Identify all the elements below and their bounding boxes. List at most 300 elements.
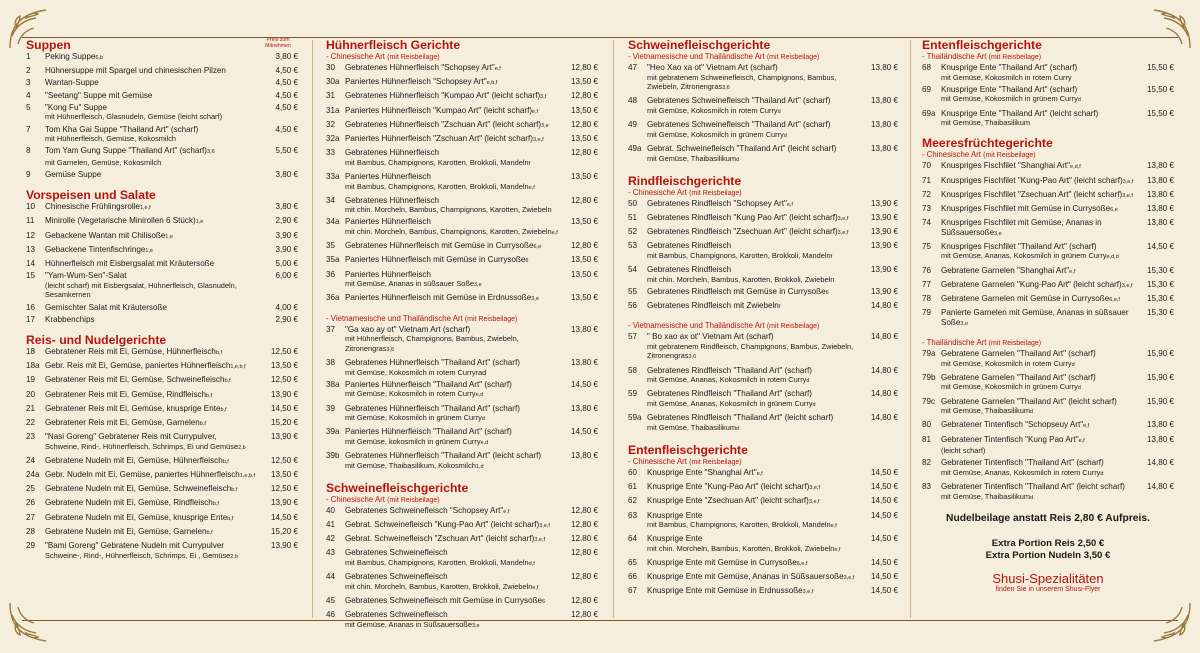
item-description bbox=[345, 255, 568, 267]
item-name: Panierte Garnelen mit Gemüse, Ananas in süßsauer Soße bbox=[941, 308, 1129, 327]
item-description bbox=[647, 586, 868, 598]
item-description bbox=[647, 482, 868, 494]
item-name: Gebratenes Hühnerfleisch "Thailand Art" (leicht scharf) bbox=[345, 451, 542, 461]
menu-item bbox=[922, 294, 1174, 306]
item-description bbox=[45, 91, 268, 101]
menu-item bbox=[326, 610, 598, 631]
item-details-text: mit Bambus, Champignons, Karotten, Brokkoli, Mandeln bbox=[345, 558, 529, 568]
item-number: 45 bbox=[326, 596, 336, 605]
item-description bbox=[345, 196, 568, 215]
item-description bbox=[45, 103, 268, 122]
subtitle-side-note: (mit Reisbeilage) bbox=[983, 152, 1036, 160]
menu-item bbox=[26, 404, 298, 416]
item-name: Gebratener Reis mit Ei, Gemüse, Hühnerfleisch bbox=[45, 346, 216, 356]
menu-item bbox=[326, 506, 598, 518]
menu-item bbox=[628, 213, 898, 225]
item-name: Gebratene Nudeln mit Ei, Gemüse, Rindfleisch bbox=[45, 498, 213, 508]
item-price: 2,90 € bbox=[275, 314, 298, 324]
item-number: 29 bbox=[26, 541, 36, 550]
item-price: 15,50 € bbox=[1146, 63, 1174, 72]
menu-item bbox=[26, 170, 298, 180]
item-price: 3,80 € bbox=[275, 202, 298, 212]
item-number: 24 bbox=[26, 455, 36, 465]
item-name: Paniertes Hühnerfleisch bbox=[345, 269, 431, 279]
allergen-marks: e,d bbox=[475, 392, 484, 399]
allergen-marks: e,d,d bbox=[1106, 254, 1119, 261]
item-number: 70 bbox=[922, 161, 932, 171]
section-title: Rindfleischgerichte bbox=[628, 173, 742, 188]
allergen-marks: d bbox=[481, 416, 485, 423]
item-details bbox=[647, 342, 865, 363]
menu-item bbox=[26, 418, 298, 430]
item-description bbox=[941, 176, 1144, 188]
allergen-marks: e,d bbox=[480, 439, 489, 446]
item-name: Gebratenes Rindfleisch bbox=[647, 241, 732, 251]
item-description bbox=[345, 148, 568, 169]
item-number: 26 bbox=[26, 498, 36, 508]
menu-item bbox=[922, 63, 1174, 82]
item-description bbox=[345, 63, 568, 75]
item-description bbox=[647, 144, 868, 165]
item-number: 55 bbox=[628, 286, 638, 296]
menu-item bbox=[326, 196, 598, 215]
item-name: Gebratener Tintenfisch "Kung Pao Art" bbox=[941, 434, 1079, 444]
item-price: 13,90 € bbox=[270, 389, 298, 399]
item-description bbox=[941, 349, 1144, 370]
item-price: 4,50 € bbox=[275, 66, 298, 76]
item-price: 13,90 € bbox=[270, 432, 298, 442]
item-description bbox=[345, 106, 568, 118]
allergen-marks: d,f bbox=[528, 561, 535, 568]
menu-item bbox=[922, 420, 1174, 432]
item-description bbox=[647, 366, 868, 387]
column-divider bbox=[312, 40, 313, 618]
item-details bbox=[345, 437, 565, 449]
item-price: 14,50 € bbox=[870, 534, 898, 544]
section-header bbox=[26, 38, 298, 52]
section-header bbox=[628, 443, 898, 457]
item-name: Gebackene Tintenfischringe bbox=[45, 244, 146, 254]
item-name: Gebratene Garnelen "Thailand Art" (scharf) bbox=[941, 349, 1096, 358]
item-number: 22 bbox=[26, 417, 36, 427]
item-details bbox=[45, 112, 265, 122]
section-header bbox=[628, 174, 898, 188]
menu-item bbox=[26, 103, 298, 122]
item-name: Paniertes Hühnerfleisch bbox=[345, 171, 431, 181]
item-price: 15,30 € bbox=[1146, 294, 1174, 304]
item-details-text: mit Gemüse, Kokosmilch in grünem Curry bbox=[345, 413, 482, 423]
item-description bbox=[647, 496, 868, 508]
item-description bbox=[647, 468, 868, 480]
item-price: 13,80 € bbox=[1146, 420, 1174, 430]
item-description bbox=[45, 375, 268, 387]
allergen-marks: 1,e bbox=[165, 233, 173, 240]
item-name: Gebratener Reis mit Ei, Gemüse, Rindfleisch bbox=[45, 389, 207, 399]
item-description bbox=[941, 458, 1144, 479]
item-description bbox=[647, 213, 868, 225]
item-price: 15,50 € bbox=[1146, 84, 1174, 94]
menu-item bbox=[628, 332, 898, 363]
item-description bbox=[345, 270, 568, 291]
menu-column bbox=[326, 38, 598, 629]
section-header bbox=[628, 38, 898, 52]
item-price: 14,50 € bbox=[870, 558, 898, 568]
menu-item bbox=[26, 513, 298, 525]
item-description bbox=[345, 134, 568, 146]
subtitle-style: - Chinesische Art bbox=[922, 150, 981, 160]
menu-item bbox=[26, 271, 298, 300]
item-description bbox=[345, 293, 568, 305]
item-details-text: mit Gemüse, Ananas in Süßsauersoße bbox=[345, 619, 472, 629]
menu-item bbox=[326, 120, 598, 132]
item-price: 13,90 € bbox=[870, 241, 898, 251]
item-description bbox=[45, 52, 268, 64]
item-price: 4,50 € bbox=[275, 102, 298, 112]
item-number: 2 bbox=[26, 66, 31, 76]
allergen-marks: 3,6 bbox=[386, 346, 395, 353]
item-name: Gebratenes Hühnerfleisch bbox=[345, 148, 440, 158]
item-price: 14,80 € bbox=[870, 413, 898, 423]
item-number: 21 bbox=[26, 403, 36, 413]
item-price: 13,80 € bbox=[870, 120, 898, 130]
item-number: 66 bbox=[628, 572, 638, 582]
item-details-text: mit Gemüse, Thaibasilikum bbox=[941, 491, 1030, 501]
item-description bbox=[941, 280, 1144, 292]
item-number: 37 bbox=[326, 324, 336, 334]
item-name: Gebratene Garnelen "Thailand Art" (leicht scharf) bbox=[941, 396, 1117, 406]
item-details bbox=[345, 389, 565, 401]
item-name: Knusprige Ente mit Gemüse in Currysoße bbox=[647, 558, 797, 568]
item-details-text: mit chin. Morcheln, Bambus, Champignons, Karotten, Zwiebeln bbox=[345, 227, 552, 237]
item-number: 10 bbox=[26, 202, 36, 212]
menu-item bbox=[326, 427, 598, 448]
item-description bbox=[45, 78, 268, 88]
allergen-marks: 1,d bbox=[475, 463, 484, 470]
item-number: 56 bbox=[628, 301, 638, 311]
item-description bbox=[941, 373, 1144, 394]
allergen-marks: 6,b bbox=[95, 55, 104, 61]
item-details bbox=[941, 118, 1141, 128]
allergen-marks: 3,e,f bbox=[539, 523, 550, 530]
subtitle-style: - Vietnamesische und Thailändische Art bbox=[628, 52, 765, 61]
item-name: Knuspriges Fischfilet "Zsechuan Art" (leicht scharf) bbox=[941, 189, 1123, 199]
item-name: Knusprige Ente "Shanghai Art" bbox=[647, 467, 757, 477]
item-details bbox=[647, 275, 865, 285]
item-description bbox=[941, 308, 1144, 329]
item-details bbox=[647, 544, 865, 556]
allergen-marks: 3,e,f bbox=[1121, 282, 1133, 289]
allergen-marks: d bbox=[736, 156, 740, 163]
allergen-marks: b,f bbox=[199, 420, 206, 427]
item-name: Gebrat. Schweinefleisch "Kung-Pao Art" (leicht scharf) bbox=[345, 520, 540, 530]
column-divider bbox=[613, 40, 614, 618]
item-price: 13,80 € bbox=[570, 451, 598, 461]
item-price: 12,80 € bbox=[570, 596, 598, 605]
item-price: 14,80 € bbox=[870, 332, 898, 342]
allergen-marks: 3,e bbox=[541, 122, 549, 129]
item-price: 13,50 € bbox=[570, 217, 598, 227]
item-number: 30 bbox=[326, 63, 336, 72]
menu-item bbox=[922, 373, 1174, 394]
item-description bbox=[345, 451, 568, 472]
shusi-title: Shusi-Spezialitäten bbox=[992, 571, 1104, 587]
allergen-marks: d bbox=[1030, 494, 1034, 501]
item-number: 23 bbox=[26, 432, 36, 442]
item-price: 13,80 € bbox=[870, 96, 898, 106]
allergen-marks: 1,e bbox=[145, 247, 153, 254]
item-price: 13,50 € bbox=[570, 133, 598, 143]
item-price: 13,90 € bbox=[870, 198, 898, 208]
menu-item bbox=[326, 596, 598, 608]
subtitle-style: - Vietnamesische und Thailändische Art bbox=[326, 313, 463, 323]
extra-noodles-note: Extra Portion Nudeln 3,50 € bbox=[985, 549, 1111, 561]
item-description bbox=[647, 227, 868, 239]
item-number: 7 bbox=[26, 124, 31, 134]
allergen-marks: 3,6 bbox=[688, 354, 697, 361]
allergen-marks: b,f bbox=[231, 487, 238, 494]
menu-item bbox=[26, 315, 298, 325]
item-number: 13 bbox=[26, 244, 36, 254]
item-price: 13,90 € bbox=[870, 286, 898, 296]
item-details bbox=[941, 492, 1141, 504]
item-name: Gebrat. Schweinefleisch "Zschuan Art" (leicht scharf) bbox=[345, 534, 535, 544]
allergen-marks: 3,e,f bbox=[809, 485, 821, 492]
item-name: Gebratene Nudeln mit Ei, Gemüse, Hühnerfleisch bbox=[45, 455, 223, 465]
section-title: Meeresfrüchtegerichte bbox=[922, 136, 1053, 151]
allergen-marks: e,f bbox=[1083, 423, 1090, 430]
item-price: 15,30 € bbox=[1146, 308, 1174, 318]
item-description bbox=[647, 96, 868, 117]
item-description bbox=[345, 217, 568, 238]
item-details-text: mit Hühnerfleisch, Gemüse, Kokosmilch bbox=[45, 134, 177, 144]
item-details bbox=[941, 382, 1141, 394]
item-number: 52 bbox=[628, 227, 638, 237]
allergen-marks: 2,b bbox=[238, 444, 246, 451]
menu-item bbox=[326, 380, 598, 401]
item-description bbox=[647, 120, 868, 141]
item-price: 14,50 € bbox=[570, 427, 598, 437]
item-description bbox=[647, 558, 868, 570]
allergen-marks: d bbox=[806, 378, 810, 385]
item-number: 1 bbox=[26, 52, 31, 61]
item-description bbox=[647, 265, 868, 284]
item-description bbox=[941, 85, 1144, 106]
allergen-marks: f bbox=[778, 304, 781, 311]
allergen-marks: b,f bbox=[220, 406, 227, 413]
item-number: 33a bbox=[326, 171, 340, 181]
allergen-marks: b,f bbox=[212, 501, 219, 508]
item-number: 47 bbox=[628, 63, 638, 72]
item-price: 12,80 € bbox=[570, 548, 598, 558]
allergen-marks: 3,e bbox=[474, 282, 482, 289]
allergen-marks: 3,e bbox=[994, 230, 1002, 237]
item-number: 28 bbox=[26, 526, 36, 536]
item-price: 12,80 € bbox=[570, 63, 598, 72]
item-description bbox=[45, 231, 268, 243]
allergen-marks: 1,e,f bbox=[139, 205, 151, 212]
item-description bbox=[647, 287, 868, 299]
item-price: 12,80 € bbox=[570, 505, 598, 515]
menu-item bbox=[922, 85, 1174, 106]
allergen-marks: 6 bbox=[525, 258, 529, 265]
allergen-marks: d bbox=[1077, 97, 1081, 104]
item-description bbox=[647, 241, 868, 262]
item-price: 13,90 € bbox=[870, 227, 898, 237]
item-description bbox=[45, 418, 268, 430]
section-subtitle bbox=[326, 52, 598, 63]
allergen-marks: 6,e,f bbox=[796, 561, 808, 568]
item-price: 13,80 € bbox=[1146, 189, 1174, 199]
section-header bbox=[922, 136, 1174, 150]
item-price: 12,80 € bbox=[570, 520, 598, 530]
item-name: "Ga xao ay ot" Vietnam Art (scharf) bbox=[345, 324, 471, 334]
item-number: 57 bbox=[628, 332, 638, 342]
item-description bbox=[45, 361, 268, 373]
item-name: Knusprige Ente mit Gemüse in Erdnussoße bbox=[647, 586, 803, 596]
item-description bbox=[45, 259, 268, 269]
item-description bbox=[45, 527, 268, 539]
item-price: 13,90 € bbox=[270, 498, 298, 508]
allergen-marks: 6,e,f bbox=[1109, 297, 1120, 304]
item-description bbox=[45, 470, 268, 482]
menu-item bbox=[628, 366, 898, 387]
item-name: Gebratenes Schweinefleisch bbox=[345, 572, 448, 582]
item-price: 12,80 € bbox=[570, 148, 598, 158]
item-details-text: mit Gemüse, Kokosmilch in rotem Curryrad bbox=[345, 367, 487, 377]
menu-item bbox=[326, 451, 598, 472]
menu-item bbox=[628, 96, 898, 117]
allergen-marks: 1,e,b,f bbox=[230, 364, 246, 371]
item-details-text: mit Gemüse, Kokosmilch in rotem Curry bbox=[941, 72, 1072, 82]
subtitle-style: - Chinesische Art bbox=[326, 52, 385, 61]
item-number: 12 bbox=[26, 230, 36, 240]
item-number: 36 bbox=[326, 269, 336, 279]
item-name: Gebr. Nudeln mit Ei, Gemüse, paniertes Hühnerfleisch bbox=[45, 470, 240, 480]
allergen-marks: e,f bbox=[503, 508, 510, 515]
item-number: 69a bbox=[922, 108, 936, 118]
item-details bbox=[647, 154, 865, 166]
allergen-marks: e,b,f bbox=[486, 80, 498, 87]
item-description bbox=[941, 435, 1144, 456]
item-details-text: mit Bambus, Champignons, Karotten, Brokkoli, Mandeln bbox=[345, 157, 529, 167]
item-price: 3,90 € bbox=[275, 244, 298, 254]
item-name: "Bami Goreng" Gebratene Nudeln mit Currypulver bbox=[45, 541, 224, 550]
section-subtitle bbox=[326, 495, 598, 506]
item-description bbox=[941, 397, 1144, 418]
item-name: Gebratenes Schweinefleisch bbox=[345, 548, 448, 558]
item-price: 14,80 € bbox=[1146, 482, 1174, 492]
item-number: 39b bbox=[326, 451, 340, 461]
item-name: Gebratener Reis mit Ei, Gemüse, Garnelen bbox=[45, 417, 200, 427]
item-name: Knusprige Ente bbox=[647, 534, 703, 544]
menu-item bbox=[26, 259, 298, 269]
item-name: Gebratenes Schweinefleisch "Thailand Art" (scharf) bbox=[647, 96, 831, 106]
item-price: 14,50 € bbox=[270, 403, 298, 413]
item-name: Knuspriges Fischfilet mit Gemüse in Currysoße bbox=[941, 203, 1111, 213]
item-price: 12,50 € bbox=[270, 455, 298, 465]
item-name: Paniertes Hühnerfleisch "Kumpao Art" (leicht scharf) bbox=[345, 105, 533, 115]
allergen-marks: 6,e bbox=[1110, 206, 1118, 213]
item-number: 48 bbox=[628, 96, 638, 106]
item-name: Paniertes Hühnerfleisch "Schopsey Art" bbox=[345, 77, 487, 87]
item-details-text: mit Garnelen, Gemüse, Kokosmilch bbox=[45, 157, 162, 167]
subtitle-style: - Thailändische Art bbox=[922, 338, 987, 347]
item-price: 13,80 € bbox=[870, 143, 898, 153]
item-details bbox=[647, 399, 865, 411]
allergen-marks: b,f bbox=[222, 458, 229, 465]
menu-item bbox=[326, 325, 598, 356]
menu-item bbox=[26, 470, 298, 482]
item-price: 14,50 € bbox=[570, 379, 598, 389]
item-description bbox=[345, 427, 568, 448]
subtitle-side-note: (mit Reisbeilage) bbox=[689, 458, 742, 466]
item-name: Gebratenes Schweinefleisch bbox=[345, 610, 448, 620]
menu-item bbox=[326, 134, 598, 146]
column-divider bbox=[910, 40, 911, 618]
menu-item bbox=[326, 520, 598, 532]
item-price: 13,50 € bbox=[570, 255, 598, 265]
menu-item bbox=[922, 109, 1174, 128]
item-description bbox=[345, 610, 568, 631]
item-description bbox=[345, 404, 568, 425]
item-price: 14,50 € bbox=[870, 510, 898, 520]
item-number: 50 bbox=[628, 198, 638, 208]
menu-item bbox=[326, 91, 598, 103]
menu-item bbox=[628, 227, 898, 239]
item-description bbox=[941, 109, 1144, 128]
section-title: Schweinefleischgerichte bbox=[628, 38, 771, 52]
item-price: 12,80 € bbox=[570, 534, 598, 544]
item-name: Gebratener Tintenfisch "Schopseuy Art" bbox=[941, 420, 1084, 430]
item-name: "Yam-Wum-Sen"-Salat bbox=[45, 271, 127, 281]
item-price: 14,50 € bbox=[870, 496, 898, 506]
allergen-marks: e,f bbox=[532, 108, 539, 115]
item-number: 40 bbox=[326, 505, 336, 515]
item-name: Gebratenes Hühnerfleisch bbox=[345, 195, 440, 205]
item-price: 14,50 € bbox=[270, 512, 298, 522]
item-details-text: mit Gemüse, Ananas, Kokosmilch in grünem Curry bbox=[941, 251, 1107, 261]
menu-item bbox=[628, 241, 898, 262]
menu-item bbox=[26, 245, 298, 257]
item-price: 14,50 € bbox=[870, 482, 898, 492]
item-number: 61 bbox=[628, 482, 638, 492]
item-number: 80 bbox=[922, 420, 932, 430]
allergen-marks: e,f bbox=[1078, 437, 1085, 444]
menu-item bbox=[326, 77, 598, 89]
section-title: Hühnerfleisch Gerichte bbox=[326, 38, 461, 52]
item-number: 33 bbox=[326, 148, 336, 158]
menu-item bbox=[26, 91, 298, 101]
allergen-marks: e,d,f bbox=[1070, 164, 1081, 171]
subtitle-style: - Vietnamesische und Thailändische Art bbox=[628, 321, 765, 331]
item-number: 11 bbox=[26, 216, 35, 226]
item-price: 13,80 € bbox=[570, 357, 598, 367]
menu-item bbox=[26, 216, 298, 228]
subtitle-side-note: (mit Reisbeilage) bbox=[988, 340, 1042, 347]
item-price: 12,80 € bbox=[570, 119, 598, 129]
item-name: Tom Yam Gung Suppe "Thailand Art" (scharf) bbox=[45, 146, 207, 156]
menu-item bbox=[922, 242, 1174, 263]
item-number: 78 bbox=[922, 294, 932, 304]
item-price: 13,50 € bbox=[570, 77, 598, 87]
item-number: 39 bbox=[326, 403, 336, 413]
allergen-marks: 3,e,f bbox=[1122, 192, 1133, 199]
allergen-marks: 1,e bbox=[195, 219, 204, 226]
menu-item bbox=[922, 308, 1174, 329]
item-description bbox=[45, 170, 268, 180]
item-name: Gebratenes Rindfleisch "Thailand Art" (scharf) bbox=[647, 365, 812, 375]
menu-item bbox=[26, 52, 298, 64]
